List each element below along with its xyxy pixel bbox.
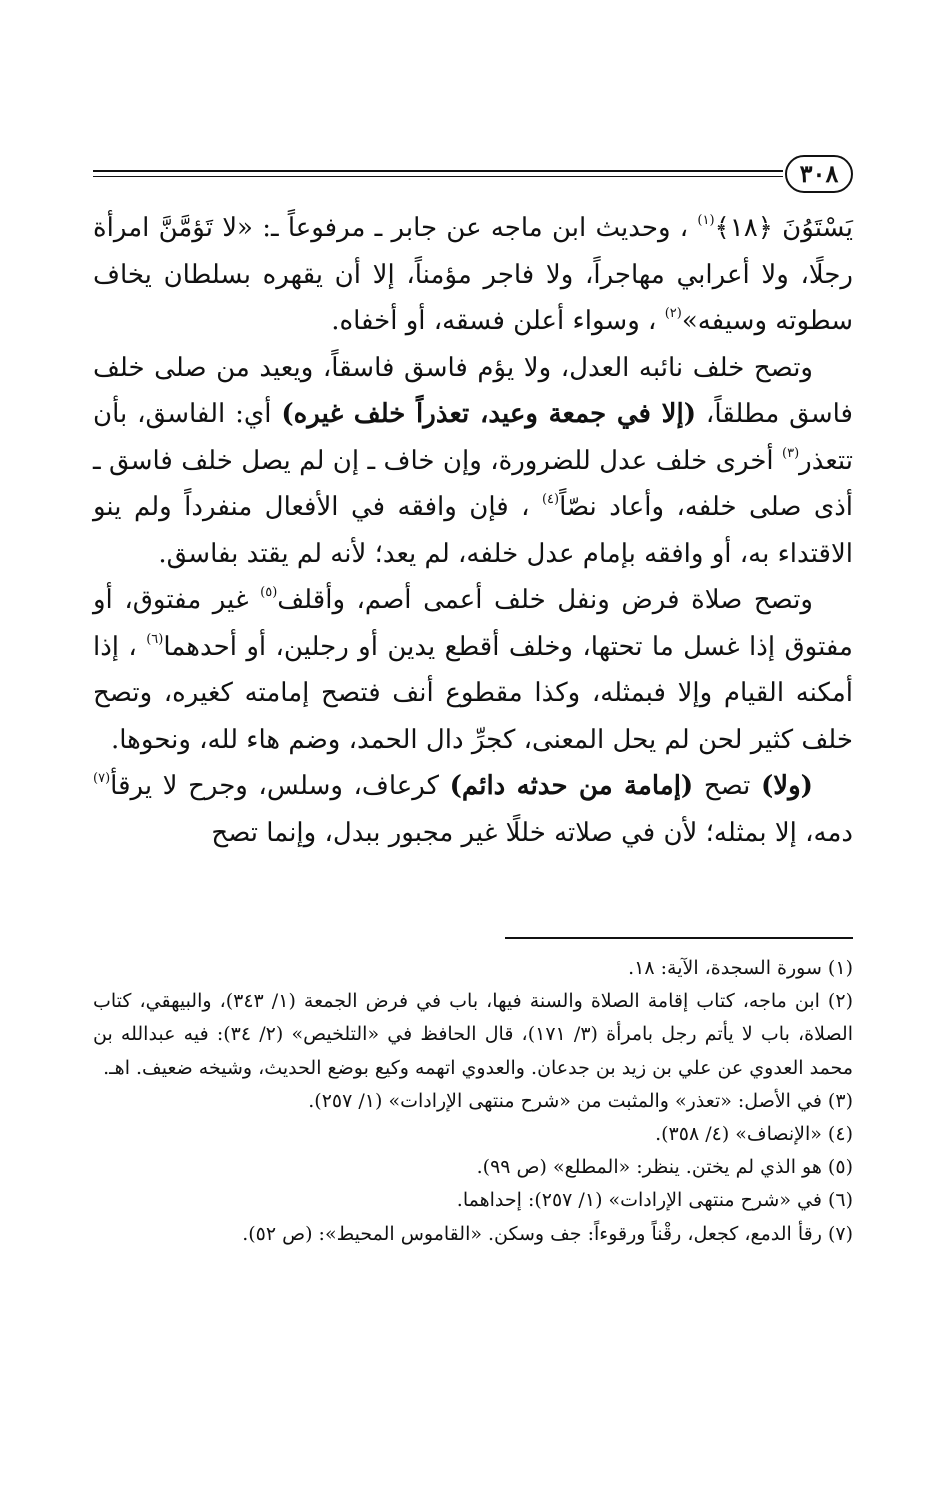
paragraph-3-text-b: غير مفتوق، أو مفتوق إذا غسل ما تحتها، وخلف أقطع يدين أو رجلين، أو أحدهما xyxy=(93,585,853,662)
footnote-ref-6[interactable]: (٦) xyxy=(146,631,164,647)
paragraph-2-text: وتصح خلف نائبه العدل، ولا يؤم فاسق فاسقاً، ويعيد من صلى خلف فاسق مطلقاً، xyxy=(93,352,853,429)
footnote-7: (٧) رقأ الدمع، كجعل، رقْناً ورقوءاً: جف وسكن. «القاموس المحيط»: (ص ٥٢). xyxy=(242,1222,853,1245)
footnote-ref-2[interactable]: (٢) xyxy=(664,306,682,321)
paragraph-2-text-b: أي: الفاسق، بأن تتعذر xyxy=(93,399,853,476)
footnote-ref-3[interactable]: (٣) xyxy=(782,445,800,461)
footnote-ref-1[interactable]: (١) xyxy=(697,213,715,228)
footnote-separator xyxy=(505,937,853,939)
footnote-6: (٦) في «شرح منتهى الإرادات» (١/ ٢٥٧): إحداهما. xyxy=(456,1189,853,1212)
footnote-ref-7[interactable]: (٧) xyxy=(93,771,111,786)
quran-verse-end: يَسْتَوُنَ ﴿١٨﴾ xyxy=(714,213,853,243)
paragraph-1-end: ، وسواء أعلن فسقه، أو أخفاه. xyxy=(331,306,665,336)
paragraph-3-text: وتصح صلاة فرض ونفل خلف أعمى أصم، وأقلف xyxy=(277,585,813,615)
paragraph-2-text-c: أخرى خلف عدل للضرورة، وإن خاف ـ إن لم يصل خلف فاسق ـ أذى صلى خلفه، وأعاد نصّاً xyxy=(93,445,853,522)
paragraph-2-text-d: ، فإن وافقه في الأفعال منفرداً ولم ينو الاقتداء به، أو وافقه بإمام عدل خلفه، لم يعد؛ لأنه لم يقتد بفاسق. xyxy=(93,492,853,569)
paragraph-4-text: تصح xyxy=(693,771,761,801)
paragraph-3-text-c: ، إذا أمكنه القيام وإلا فبمثله، وكذا مقطوع أنف فتصح إمامته كغيره، وتصح خلف كثير لحن لم يحل المعنى، كجرِّ دال الحمد، وضم هاء لله، ونحوها. xyxy=(93,631,854,755)
footnote-1: (١) سورة السجدة، الآية: ١٨. xyxy=(628,957,853,979)
matn-text-1: (إلا في جمعة وعيد، تعذراً خلف غيره) xyxy=(281,399,697,429)
page-number: ٣٠٨ xyxy=(785,155,853,193)
footnote-ref-4[interactable]: (٤) xyxy=(541,492,560,507)
paragraph-3 xyxy=(93,577,853,763)
footnote-2: (٢) ابن ماجه، كتاب إقامة الصلاة والسنة فيها، باب في فرض الجمعة (١/ ٣٤٣)، والبيهقي، كتاب الصلاة، باب لا يأتم رجل بامرأة (٣/ ١٧١)، قال الحافظ في «التلخيص» (٢/ ٣٤): فيه عبدالله بن محمد العدوي عن علي بن زيد بن جدعان. والعدوي اتهمه وكيع بوضع الحديث، وشيخه ضعيف. اهـ. xyxy=(93,990,853,1079)
matn-text-2: (ولا) xyxy=(761,771,813,801)
footnote-ref-5[interactable]: (٥) xyxy=(260,585,278,600)
paragraph-4 xyxy=(93,763,853,856)
paragraph-4-text-c: دمه، إلا بمثله؛ لأن في صلاته خللًا غير مجبور ببدل، وإنما تصح xyxy=(211,817,853,848)
page-header xyxy=(93,155,853,195)
paragraph-4-text-b: كرعاف، وسلس، وجرح لا يرقأ xyxy=(110,771,450,801)
footnote-5: (٥) هو الذي لم يختن. ينظر: «المطلع» (ص ٩٩). xyxy=(476,1156,853,1179)
footnote-4: (٤) «الإنصاف» (٤/ ٣٥٨). xyxy=(655,1123,853,1146)
paragraph-1 xyxy=(93,205,853,345)
paragraph-2 xyxy=(93,345,853,578)
header-rule-thin xyxy=(93,176,783,177)
header-rule xyxy=(93,170,783,172)
matn-text-3: (إمامة من حدثه دائم) xyxy=(449,771,694,801)
main-text xyxy=(93,205,853,856)
footnotes xyxy=(93,952,853,1251)
footnote-3: (٣) في الأصل: «تعذر» والمثبت من «شرح منتهى الإرادات» (١/ ٢٥٧). xyxy=(308,1089,853,1112)
paragraph-1-text: ، وحديث ابن ماجه عن جابر ـ مرفوعاً ـ: «لا تَؤمَّنَّ امرأة رجلًا، ولا أعرابي مهاجراً، ولا فاجر مؤمناً، إلا أن يقهره بسلطان يخاف سطوته وسيفه» xyxy=(93,213,853,336)
